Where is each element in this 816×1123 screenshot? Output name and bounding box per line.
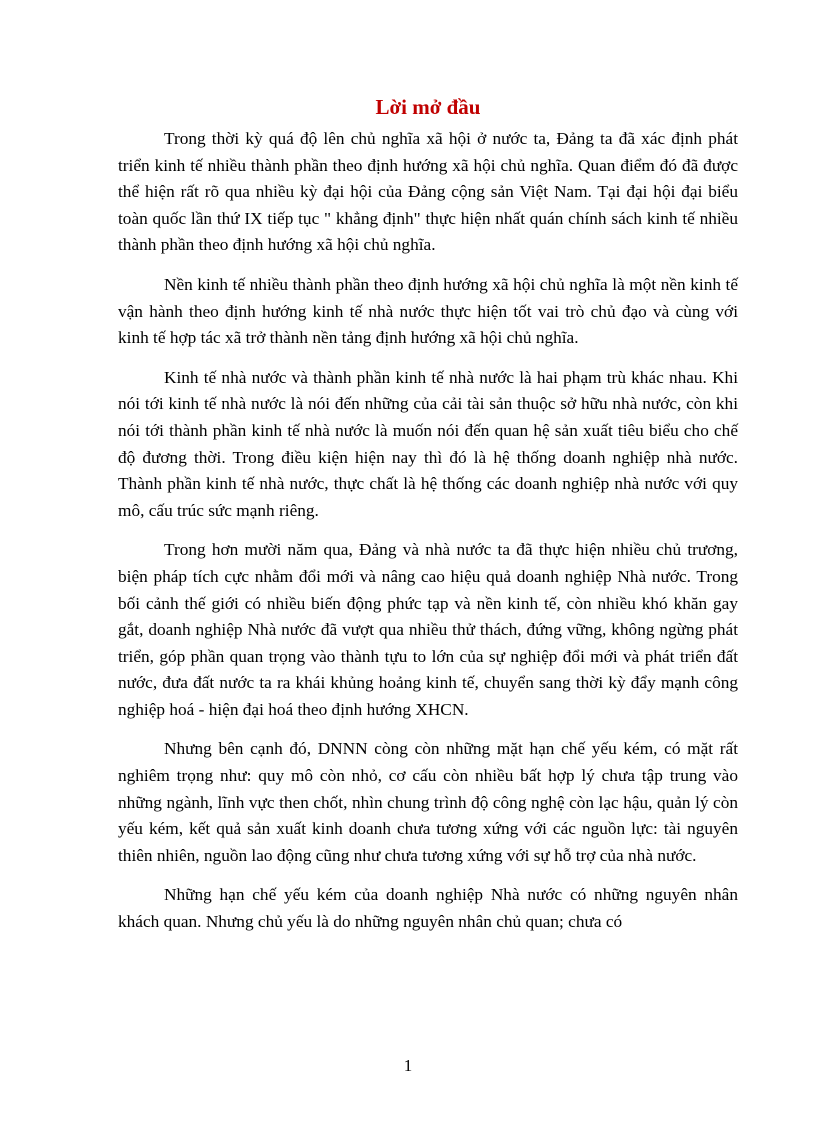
paragraph-3: Kinh tế nhà nước và thành phần kinh tế nhà nước là hai phạm trù khác nhau. Khi nói tới kinh tế nhà nước là nói đến những của cải tài sản thuộc sở hữu nhà nước, còn khi nói tới thành phần kinh tế nhà nước là muốn nói đến quan hệ sản xuất tiêu biểu cho chế độ đương thời. Trong điều kiện hiện nay thì đó là hệ thống doanh nghiệp nhà nước. Thành phần kinh tế nhà nước, thực chất là hệ thống các doanh nghiệp nhà nước với quy mô, cấu trúc sức mạnh riêng. bbox=[118, 367, 738, 520]
document-title: Lời mở đầu bbox=[375, 95, 481, 119]
paragraph-1: Trong thời kỳ quá độ lên chủ nghĩa xã hội ở nước ta, Đảng ta đã xác định phát triển kinh tế nhiều thành phần theo định hướng xã hội chủ nghĩa. Quan điểm đó đã được thể hiện rất rõ qua nhiều kỳ đại hội của Đảng cộng sản Việt Nam. Tại đại hội đại biểu toàn quốc lần thứ IX tiếp tục " khẳng định" thực hiện nhất quán chính sách kinh tế nhiều thành phần theo định hướng xã hội chủ nghĩa. bbox=[118, 129, 738, 255]
paragraph-4: Trong hơn mười năm qua, Đảng và nhà nước ta đã thực hiện nhiều chủ trương, biện pháp tích cực nhằm đổi mới và nâng cao hiệu quả doanh nghiệp Nhà nước. Trong bối cảnh thế giới có nhiều biến động phức tạp và nền kinh tế, còn nhiều khó khăn gay gắt, doanh nghiệp Nhà nước đã vượt qua nhiều thử thách, đứng vững, không ngừng phát triển, góp phần quan trọng vào thành tựu to lớn của sự nghiệp đổi mới và phát triển đất nước, đưa đất nước ta ra khái khủng hoảng kinh tế, chuyển sang thời kỳ đẩy mạnh công nghiệp hoá - hiện đại hoá theo định hướng XHCN. bbox=[118, 540, 738, 719]
paragraph-5: Nhưng bên cạnh đó, DNNN còng còn những mặt hạn chế yếu kém, có mặt rất nghiêm trọng như: quy mô còn nhỏ, cơ cấu còn nhiều bất hợp lý chưa tập trung vào những ngành, lĩnh vực then chốt, nhìn chung trình độ công nghệ còn lạc hậu, quản lý còn yếu kém, kết quả sản xuất kinh doanh chưa tương xứng với các nguồn lực: tài nguyên thiên nhiên, nguồn lao động cũng như chưa tương xứng với sự hỗ trợ của nhà nước. bbox=[118, 739, 738, 865]
document-page bbox=[118, 88, 738, 949]
page-number: 1 bbox=[403, 1056, 413, 1075]
paragraph-2: Nền kinh tế nhiều thành phần theo định hướng xã hội chủ nghĩa là một nền kinh tế vận hành theo định hướng kinh tế nhà nước thực hiện tốt vai trò chủ đạo và cùng với kinh tế hợp tác xã trở thành nền tảng định hướng xã hội chủ nghĩa. bbox=[118, 274, 738, 348]
paragraph-6: Những hạn chế yếu kém của doanh nghiệp Nhà nước có những nguyên nhân khách quan. Nhưng chủ yếu là do những nguyên nhân chủ quan; chưa có bbox=[118, 885, 738, 932]
